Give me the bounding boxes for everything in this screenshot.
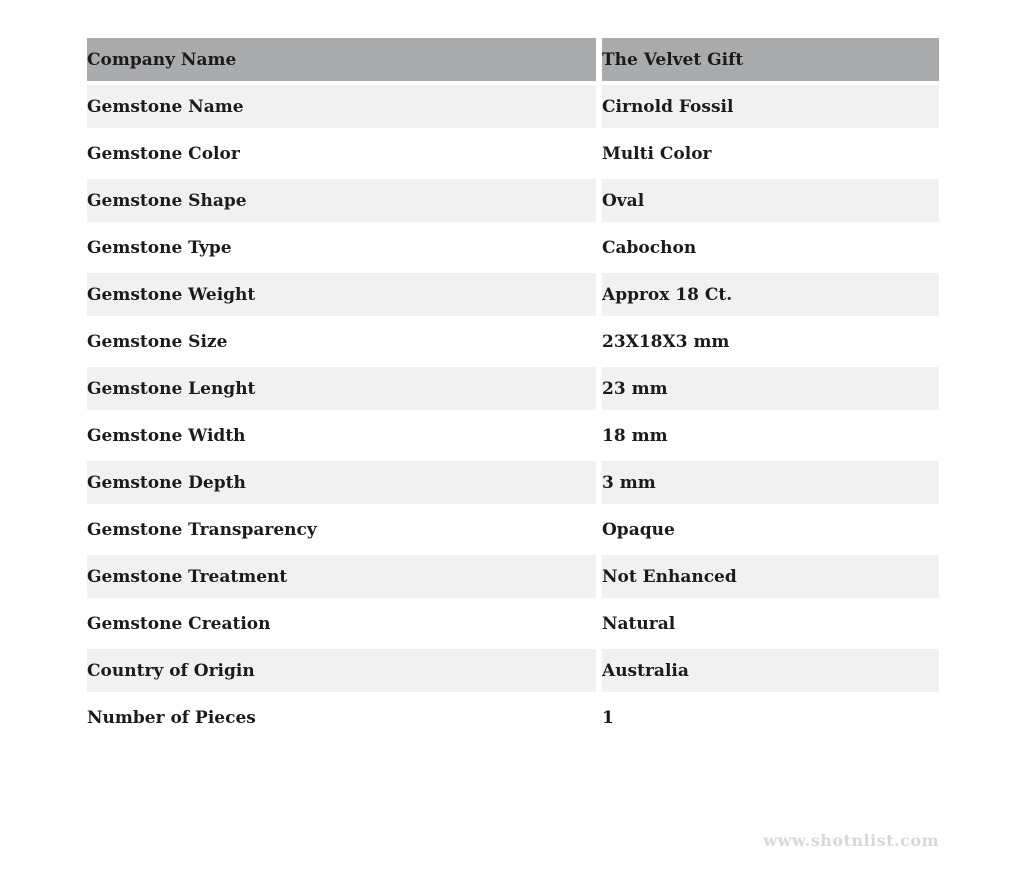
row-value: Not Enhanced: [602, 555, 939, 602]
spec-row: [87, 508, 939, 555]
row-label: Gemstone Creation: [87, 602, 602, 649]
row-label: Country of Origin: [87, 649, 602, 696]
spec-row: [87, 320, 939, 367]
row-value: Cirnold Fossil: [602, 85, 939, 132]
row-value: 23X18X3 mm: [602, 320, 939, 367]
product-spec-table: [87, 38, 939, 743]
row-label: Gemstone Treatment: [87, 555, 602, 602]
row-label: Gemstone Size: [87, 320, 602, 367]
row-label: Gemstone Transparency: [87, 508, 602, 555]
row-label: Number of Pieces: [87, 696, 602, 743]
row-label: Gemstone Type: [87, 226, 602, 273]
spec-row: [87, 649, 939, 696]
row-label: Gemstone Depth: [87, 461, 602, 508]
row-label: Gemstone Name: [87, 85, 602, 132]
row-value: Australia: [602, 649, 939, 696]
row-value: 23 mm: [602, 367, 939, 414]
row-value: Approx 18 Ct.: [602, 273, 939, 320]
spec-row: [87, 132, 939, 179]
row-value: Oval: [602, 179, 939, 226]
row-value: 3 mm: [602, 461, 939, 508]
row-value: Cabochon: [602, 226, 939, 273]
row-value: 18 mm: [602, 414, 939, 461]
row-label: Gemstone Width: [87, 414, 602, 461]
header-label-cell: Company Name: [87, 38, 602, 85]
header-value-cell: The Velvet Gift: [602, 38, 939, 85]
row-label: Gemstone Lenght: [87, 367, 602, 414]
spec-row: [87, 414, 939, 461]
row-label: Gemstone Color: [87, 132, 602, 179]
spec-row: [87, 602, 939, 649]
row-value: Multi Color: [602, 132, 939, 179]
row-value: 1: [602, 696, 939, 743]
spec-row: [87, 555, 939, 602]
spec-row: [87, 696, 939, 743]
product-spec-table-container: [87, 38, 939, 743]
spec-row: [87, 179, 939, 226]
row-label: Gemstone Shape: [87, 179, 602, 226]
row-value: Opaque: [602, 508, 939, 555]
spec-row: [87, 461, 939, 508]
spec-row: [87, 273, 939, 320]
row-label: Gemstone Weight: [87, 273, 602, 320]
spec-row: [87, 226, 939, 273]
row-value: Natural: [602, 602, 939, 649]
spec-row: [87, 367, 939, 414]
spec-row: [87, 85, 939, 132]
site-watermark: www.shotnlist.com: [763, 831, 939, 850]
table-header-row: [87, 38, 939, 85]
